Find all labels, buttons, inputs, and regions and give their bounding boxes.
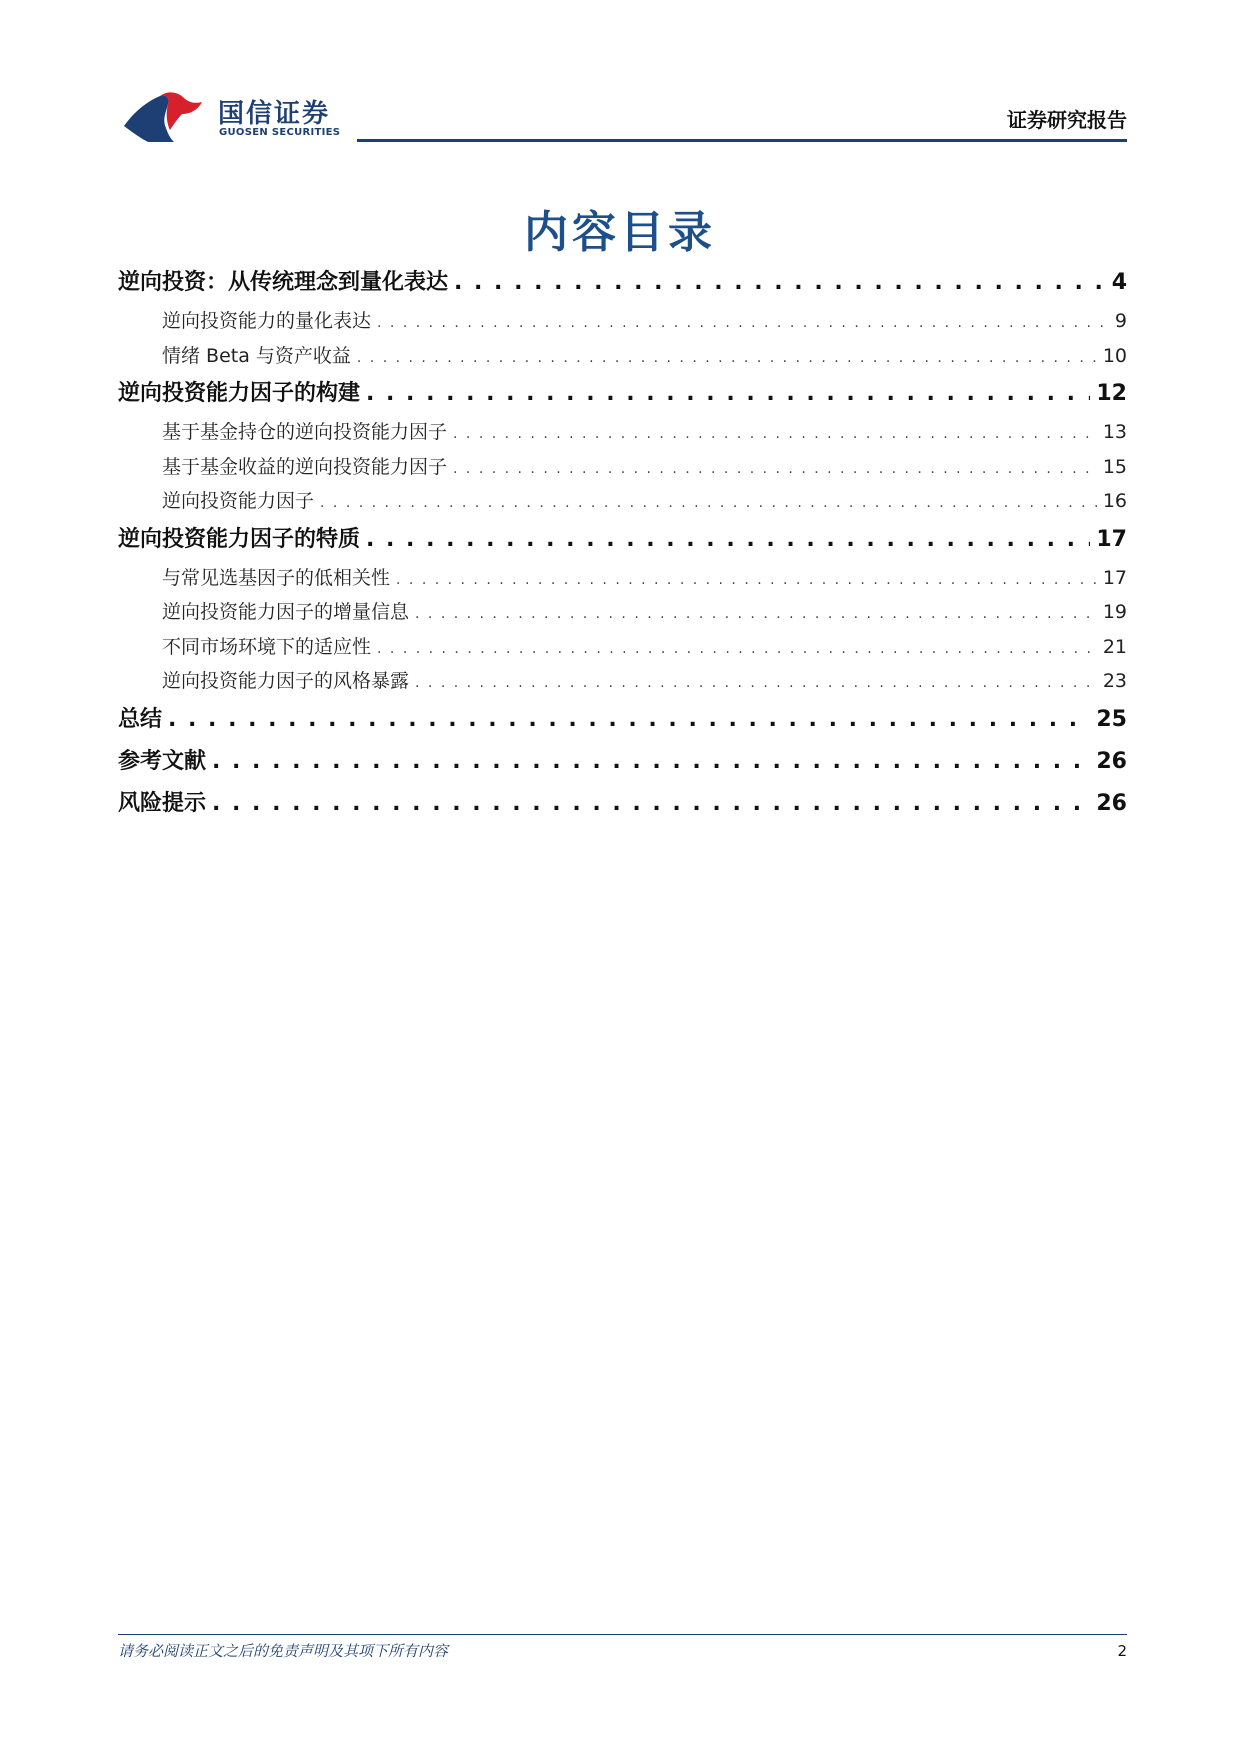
toc-entry-title: 基于基金收益的逆向投资能力因子: [162, 455, 448, 478]
toc-entry-title: 逆向投资能力因子的构建: [118, 381, 361, 406]
toc-entry-page: 25: [1096, 706, 1127, 732]
toc-entry-title: 参考文献: [118, 748, 207, 774]
toc-leader: [357, 341, 1097, 376]
guosen-logo-icon: [122, 88, 214, 144]
toc-leader: [454, 262, 1106, 304]
toc-entry-page: 9: [1114, 310, 1127, 332]
toc-leader: [453, 452, 1097, 487]
toc-entry-title: 总结: [118, 706, 163, 732]
footer-divider: [118, 1634, 1127, 1635]
toc-leader: [366, 519, 1090, 561]
toc-leader: [453, 417, 1097, 452]
toc-entry-page: 10: [1102, 344, 1127, 367]
toc-section-3[interactable]: [118, 519, 1127, 561]
toc-subsection-2-3[interactable]: [118, 484, 1127, 519]
toc-entry-title: 风险提示: [118, 790, 207, 816]
toc-entry-title: 逆向投资能力因子的风格暴露: [162, 670, 410, 692]
disclaimer-note: 请务必阅读正文之后的免责声明及其项下所有内容: [118, 1642, 449, 1660]
toc-entry-title: 不同市场环境下的适应性: [162, 635, 372, 658]
toc-entry-page: 4: [1111, 270, 1127, 295]
toc-subsection-3-1[interactable]: [118, 561, 1127, 596]
header-divider: [357, 139, 1127, 142]
toc-leader: [415, 597, 1097, 632]
toc-entry-page: 17: [1102, 566, 1127, 589]
toc-entry-title: 逆向投资能力因子的增量信息: [162, 601, 410, 623]
brand-name: 国信证券: [218, 99, 331, 129]
toc-leader: [415, 666, 1097, 701]
toc-entry-page: 23: [1102, 670, 1127, 692]
toc-leader: [168, 699, 1090, 741]
toc-entry-title: 基于基金持仓的逆向投资能力因子: [162, 421, 448, 443]
toc-leader: [396, 563, 1097, 598]
toc-entry-page: 12: [1096, 381, 1127, 406]
toc-subsection-1-2[interactable]: [118, 339, 1127, 374]
toc-entry-page: 26: [1096, 748, 1127, 774]
table-of-contents: [118, 262, 1127, 825]
toc-entry-page: 21: [1102, 635, 1127, 658]
toc-section-2[interactable]: [118, 373, 1127, 415]
toc-entry-page: 16: [1102, 490, 1127, 512]
toc-subsection-3-3[interactable]: [118, 630, 1127, 665]
toc-section-1[interactable]: [118, 262, 1127, 304]
brand-name-english: GUOSEN SECURITIES: [219, 127, 341, 138]
toc-subsection-1-1[interactable]: [118, 304, 1127, 339]
toc-entry-title: 与常见选基因子的低相关性: [162, 566, 391, 589]
toc-section-5[interactable]: [118, 741, 1127, 783]
toc-entry-page: 15: [1102, 455, 1127, 478]
toc-leader: [377, 306, 1109, 341]
toc-section-4[interactable]: [118, 699, 1127, 741]
toc-subsection-3-2[interactable]: [118, 595, 1127, 630]
toc-leader: [320, 486, 1097, 521]
toc-leader: [366, 373, 1090, 415]
toc-section-6[interactable]: [118, 783, 1127, 825]
toc-subsection-2-2[interactable]: [118, 450, 1127, 485]
page-number: 2: [1117, 1642, 1127, 1660]
toc-subsection-3-4[interactable]: [118, 664, 1127, 699]
toc-leader: [377, 632, 1097, 667]
toc-entry-title: 情绪 Beta 与资产收益: [162, 344, 351, 367]
toc-entry-title: 逆向投资能力因子: [162, 490, 315, 512]
toc-leader: [212, 783, 1090, 825]
toc-title: 内容目录: [524, 207, 716, 258]
toc-entry-title: 逆向投资：从传统理念到量化表达: [118, 270, 449, 295]
report-type-label: 证券研究报告: [1007, 108, 1127, 132]
toc-leader: [212, 741, 1090, 783]
toc-entry-page: 13: [1102, 421, 1127, 443]
toc-entry-title: 逆向投资能力因子的特质: [118, 526, 361, 552]
toc-subsection-2-1[interactable]: [118, 415, 1127, 450]
toc-entry-page: 19: [1102, 601, 1127, 623]
toc-entry-title: 逆向投资能力的量化表达: [162, 310, 372, 332]
toc-entry-page: 26: [1096, 790, 1127, 816]
toc-entry-page: 17: [1096, 526, 1127, 552]
